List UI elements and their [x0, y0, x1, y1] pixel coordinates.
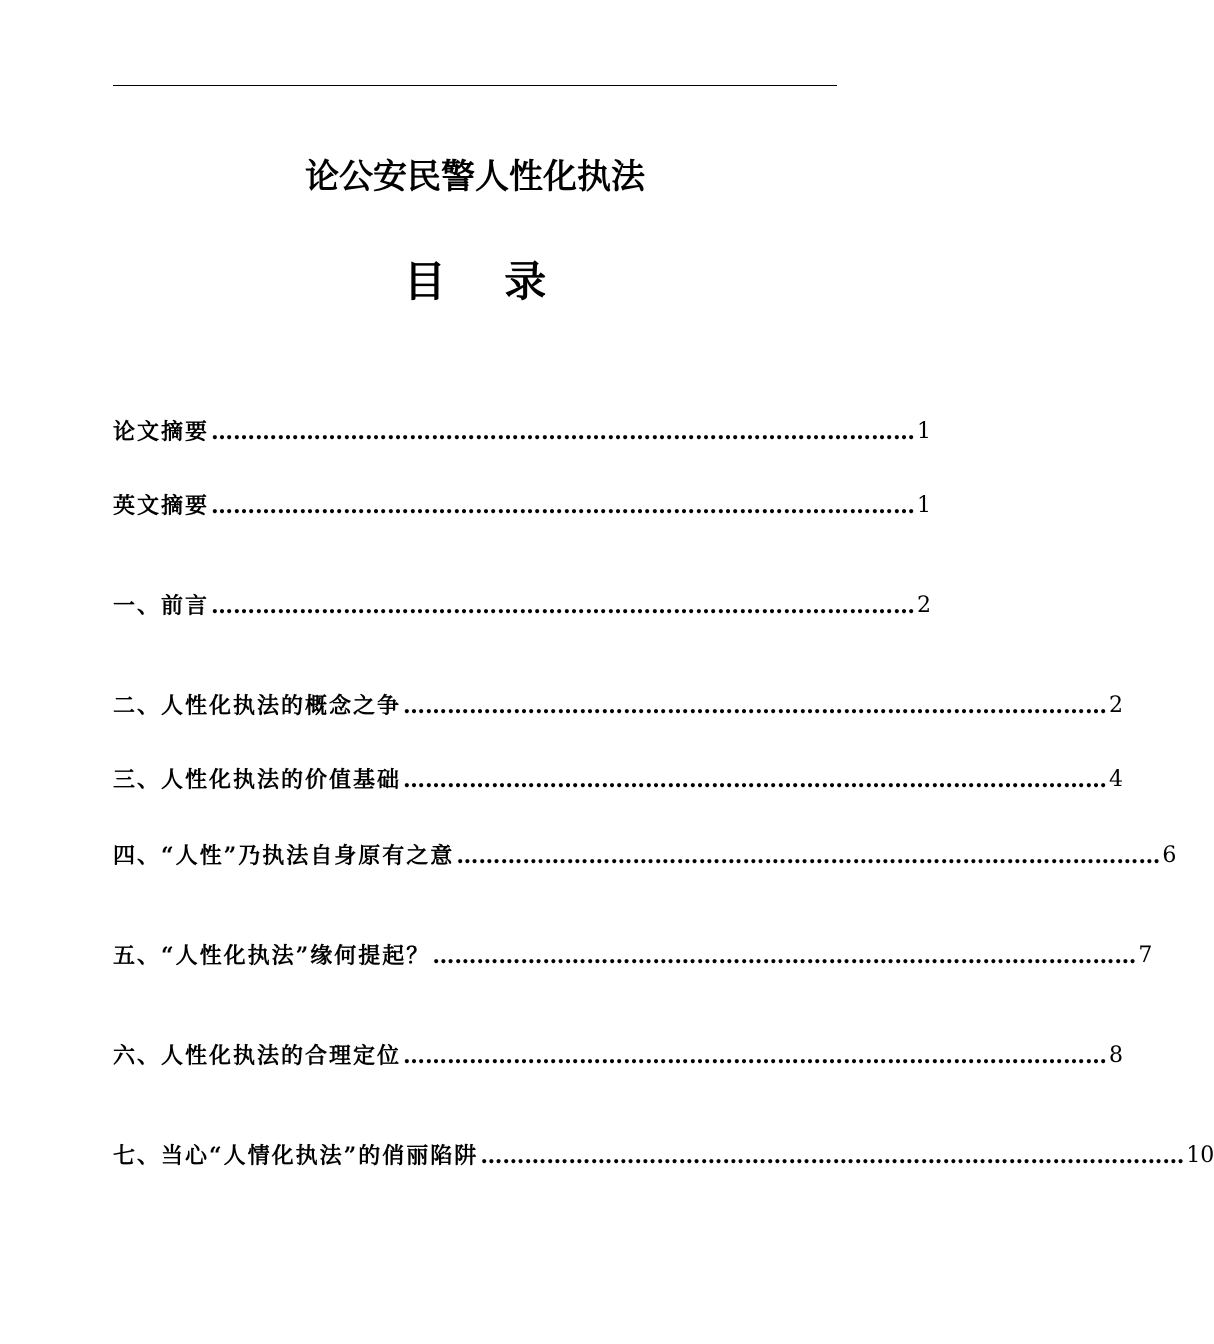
toc-dot-leader: …………………………………………………………………………………… [403, 1043, 1108, 1069]
toc-dot-leader: …………………………………………………………………………………… [403, 693, 1108, 719]
toc-page-number: 6 [1162, 843, 1177, 868]
toc-dot-leader: …………………………………………………………………………………… [211, 419, 916, 445]
header-rule [113, 85, 837, 86]
toc-entry-label: 七、当心“人情化执法”的俏丽陷阱 [113, 1143, 479, 1169]
toc-entry-abstract-en[interactable] [113, 488, 932, 524]
toc-entry-section-2[interactable] [113, 688, 1124, 724]
toc-dot-leader: …………………………………………………………………………………… [456, 843, 1161, 869]
toc-entry-section-5[interactable] [113, 938, 1153, 974]
toc-entry-preface[interactable] [113, 588, 932, 624]
document-title: 论公安民警人性化执法 [305, 157, 645, 197]
toc-dot-leader: …………………………………………………………………………………… [403, 767, 1108, 793]
toc-entry-label: 论文摘要 [113, 419, 210, 445]
toc-entry-section-7[interactable] [113, 1138, 1214, 1174]
toc-entry-label: 五、“人性化执法”缘何提起？ [113, 943, 431, 969]
toc-entry-label: 一、前言 [113, 593, 210, 619]
toc-entry-label: 六、人性化执法的合理定位 [113, 1043, 402, 1069]
toc-entry-label: 二、人性化执法的概念之争 [113, 693, 402, 719]
toc-page-number: 7 [1138, 943, 1153, 968]
toc-dot-leader: …………………………………………………………………………………… [432, 943, 1137, 969]
toc-page-number: 4 [1109, 767, 1124, 792]
toc-page-number: 10 [1186, 1143, 1214, 1168]
toc-entry-label: 三、人性化执法的价值基础 [113, 767, 402, 793]
toc-page-number: 2 [1109, 693, 1124, 718]
toc-entry-label: 四、“人性”乃执法自身原有之意 [113, 843, 455, 869]
toc-dot-leader: …………………………………………………………………………………… [480, 1143, 1185, 1169]
toc-entry-section-3[interactable] [113, 762, 1124, 798]
toc-entry-label: 英文摘要 [113, 493, 210, 519]
toc-page-number: 1 [917, 419, 932, 444]
toc-entry-section-6[interactable] [113, 1038, 1124, 1074]
toc-entry-section-4[interactable] [113, 838, 1177, 874]
toc-page-number: 2 [917, 593, 932, 618]
toc-page-number: 8 [1109, 1043, 1124, 1068]
toc-dot-leader: …………………………………………………………………………………… [211, 593, 916, 619]
toc-page-number: 1 [917, 493, 932, 518]
toc-dot-leader: …………………………………………………………………………………… [211, 493, 916, 519]
toc-entry-abstract-cn[interactable] [113, 414, 932, 450]
toc-heading: 目 录 [403, 257, 547, 306]
